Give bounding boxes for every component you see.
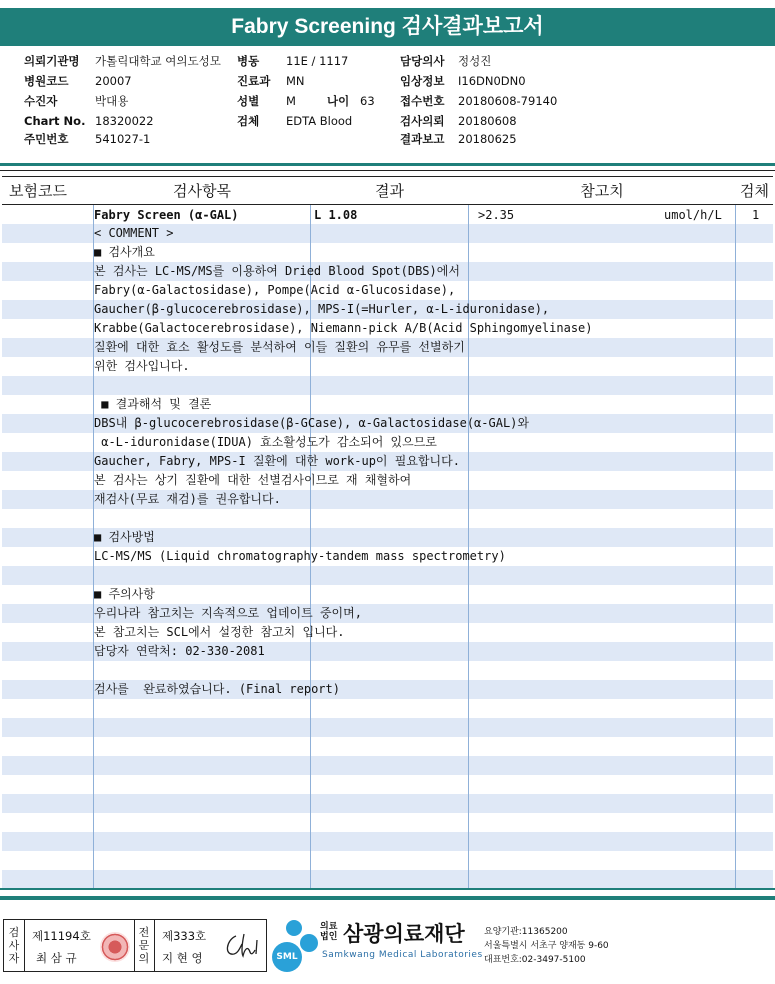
table-stripe [2, 376, 773, 395]
id-value: 541027-1 [95, 132, 151, 146]
sml-logo-icon [272, 920, 320, 972]
table-stripe [2, 661, 773, 680]
col-header-reference: 참고치 [580, 182, 624, 200]
comment-line: 위한 검사입니다. [94, 359, 190, 373]
receipt-value: 20180608-79140 [458, 94, 558, 108]
comment-line: 본 참고치는 SCL에서 설정한 참고치 입니다. [94, 625, 345, 639]
examiner-name: 최 삼 규 [36, 951, 77, 965]
header-divider-thin [0, 170, 775, 171]
table-stripe [2, 794, 773, 813]
doctor-value: 정성진 [458, 54, 492, 68]
comment-line: 본 검사는 LC-MS/MS를 이용하여 Dried Blood Spot(DBS)에서 [94, 264, 460, 278]
institution-label: 의뢰기관명 [24, 54, 80, 68]
org-name: 삼광의료재단 [343, 922, 465, 946]
org-phone: 대표번호:02-3497-5100 [484, 955, 586, 965]
clinical-value: I16DN0DN0 [458, 74, 526, 88]
table-stripe [2, 699, 773, 718]
col-header-item: 검사항목 [173, 182, 231, 200]
id-label: 주민번호 [24, 132, 69, 146]
ward-label: 병동 [237, 54, 260, 68]
comment-line: 재검사(무료 재검)를 권유합니다. [94, 492, 281, 506]
institution-code: 요양기관:11365200 [484, 927, 568, 937]
footer-divider-thin [0, 888, 775, 890]
chart-value: 18320022 [95, 114, 154, 128]
doctor-label: 담당의사 [400, 54, 445, 68]
table-stripe [2, 718, 773, 737]
table-stripe [2, 756, 773, 775]
specimen-value: EDTA Blood [286, 114, 353, 128]
institution-value: 가톨릭대학교 여의도성모 [95, 54, 221, 68]
examiner-license: 제11194호 [32, 929, 91, 943]
report-value: 20180625 [458, 132, 517, 146]
divider [154, 920, 155, 971]
comment-line: DBS내 β-glucocerebrosidase(β-GCase), α-Galactosidase(α-GAL)와 [94, 416, 529, 430]
comment-line: < COMMENT > [94, 226, 174, 240]
report-label: 결과보고 [400, 132, 445, 146]
comment-line: ■ 검사방법 [94, 530, 155, 544]
patient-info-section [0, 52, 775, 152]
comment-line: Krabbe(Galactocerebrosidase), Niemann-pick A/B(Acid Sphingomyelinase) [94, 321, 593, 335]
table-stripe [2, 775, 773, 794]
clinical-label: 임상정보 [400, 74, 445, 88]
col-header-code: 보험코드 [9, 182, 67, 200]
ward-value: 11E / 1117 [286, 54, 349, 68]
comment-line: ■ 주의사항 [94, 587, 155, 601]
sex-label: 성별 [237, 94, 260, 108]
table-stripe [2, 737, 773, 756]
table-stripe [2, 832, 773, 851]
dept-label: 진료과 [237, 74, 271, 88]
report-title: Fabry Screening 검사결과보고서 [0, 8, 775, 46]
comment-line: ■ 결과해석 및 결론 [94, 397, 212, 411]
examiner-seal-icon [100, 932, 130, 962]
result-item: Fabry Screen (α-GAL) [94, 208, 239, 222]
specialist-vertical-label: 전 문 의 [138, 926, 150, 965]
comment-line: 담당자 연락처: 02-330-2081 [94, 644, 265, 658]
footer-divider [0, 896, 775, 900]
sex-value: M [286, 94, 296, 108]
comment-line: Gaucher(β-glucocerebrosidase), MPS-I(=Hurler, α-L-iduronidase), [94, 302, 550, 316]
signature-icon [222, 930, 262, 962]
patient-value: 박대용 [95, 94, 129, 108]
specimen-label: 검체 [237, 114, 260, 128]
specialist-license: 제333호 [162, 929, 207, 943]
col-header-specimen: 검체 [740, 182, 769, 200]
result-value: L 1.08 [314, 208, 358, 222]
table-stripe [2, 566, 773, 585]
comment-line: α-L-iduronidase(IDUA) 효소활성도가 감소되어 있으므로 [94, 435, 437, 449]
results-table [2, 176, 773, 888]
logo-text: SML [272, 942, 302, 972]
hospital-code-value: 20007 [95, 74, 132, 88]
hospital-code-label: 병원코드 [24, 74, 69, 88]
reference-value: >2.35 [478, 208, 515, 222]
table-stripe [2, 851, 773, 870]
comment-line: 우리나라 참고치는 지속적으로 업데이트 중이며, [94, 606, 362, 620]
header-divider [0, 163, 775, 166]
comment-line: ■ 검사개요 [94, 245, 155, 259]
specimen-count: 1 [752, 208, 760, 222]
col-header-result: 결과 [375, 182, 404, 200]
reference-unit: umol/h/L [664, 208, 722, 222]
comment-line: Fabry(α-Galactosidase), Pompe(Acid α-Glucosidase), [94, 283, 456, 297]
divider [134, 920, 135, 971]
col-divider [468, 176, 469, 888]
age-value: 63 [360, 94, 375, 108]
specialist-name: 지 현 영 [162, 951, 203, 965]
comment-line: LC-MS/MS (Liquid chromatography-tandem mass spectrometry) [94, 549, 506, 563]
divider [24, 920, 25, 971]
org-english-name: Samkwang Medical Laboratories [322, 950, 483, 960]
table-stripe [2, 813, 773, 832]
receipt-label: 접수번호 [400, 94, 445, 108]
comment-line: 질환에 대한 효소 활성도를 분석하여 이들 질환의 유무를 선별하기 [94, 340, 465, 354]
request-value: 20180608 [458, 114, 517, 128]
chart-label: Chart No. [24, 114, 86, 128]
signature-box [3, 919, 267, 972]
patient-label: 수진자 [24, 94, 58, 108]
age-label: 나이 [327, 94, 350, 108]
org-address: 서울특별시 서초구 양재동 9-60 [484, 941, 609, 951]
request-label: 검사의뢰 [400, 114, 445, 128]
comment-line: 본 검사는 상기 질환에 대한 선별검사이므로 재 채혈하여 [94, 473, 412, 487]
col-divider [735, 176, 736, 888]
comment-line: Gaucher, Fabry, MPS-I 질환에 대한 work-up이 필요합니다. [94, 454, 460, 468]
table-stripe [2, 870, 773, 888]
comment-line: 검사를 완료하였습니다. (Final report) [94, 682, 340, 696]
dept-value: MN [286, 74, 305, 88]
org-prefix: 의료법인 [320, 922, 338, 942]
table-header [2, 176, 773, 205]
table-stripe [2, 509, 773, 528]
examiner-vertical-label: 검 사 자 [8, 926, 20, 965]
